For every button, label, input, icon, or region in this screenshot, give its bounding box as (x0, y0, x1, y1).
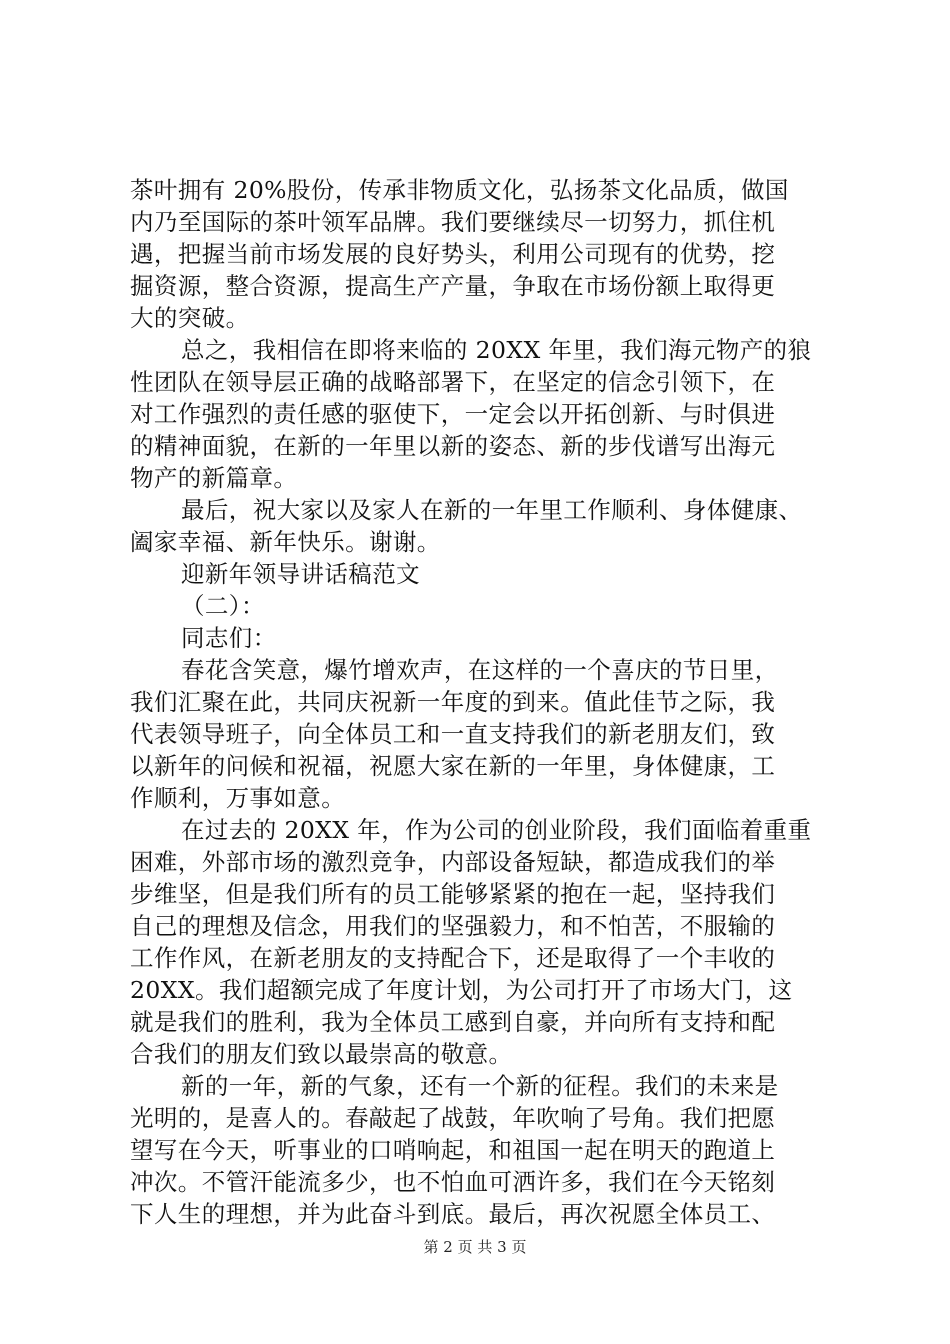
text-line: 对工作强烈的责任感的驱使下，一定会以开拓创新、与时俱进 (130, 400, 776, 428)
paragraph-start-line: 春花含笑意，爆竹增欢声，在这样的一个喜庆的节日里， (181, 656, 779, 684)
text-line: 以新年的问候和祝福，祝愿大家在新的一年里，身体健康，工 (130, 752, 776, 780)
paragraph-start-line: 新的一年，新的气象，还有一个新的征程。我们的未来是 (181, 1072, 779, 1100)
text-line: 内乃至国际的茶叶领军品牌。我们要继续尽一切努力，抓住机 (130, 208, 776, 236)
text-line: 掘资源，整合资源，提高生产产量，争取在市场份额上取得更 (130, 272, 776, 300)
text-line: 阖家幸福、新年快乐。谢谢。 (130, 528, 441, 556)
text-line: 就是我们的胜利，我为全体员工感到自豪，并向所有支持和配 (130, 1008, 776, 1036)
section-number: （二）： (181, 592, 265, 620)
text-line: 冲次。不管汗能流多少，也不怕血可洒许多，我们在今天铭刻 (130, 1168, 776, 1196)
text-line: 代表领导班子，向全体员工和一直支持我们的新老朋友们，致 (130, 720, 776, 748)
text-line: 性团队在领导层正确的战略部署下，在坚定的信念引领下，在 (130, 368, 776, 396)
text-line: 的精神面貌，在新的一年里以新的姿态、新的步伐谱写出海元 (130, 432, 776, 460)
text-line: 合我们的朋友们致以最崇高的敬意。 (130, 1040, 513, 1068)
section-heading: 迎新年领导讲话稿范文 (181, 560, 420, 588)
text-line: 下人生的理想，并为此奋斗到底。最后，再次祝愿全体员工、 (130, 1200, 776, 1228)
text-line: 大的突破。 (130, 304, 250, 332)
paragraph-start-line: 最后，祝大家以及家人在新的一年里工作顺利、身体健康、 (181, 496, 803, 524)
text-line: 步维坚，但是我们所有的员工能够紧紧的抱在一起，坚持我们 (130, 880, 776, 908)
text-line: 作顺利，万事如意。 (130, 784, 346, 812)
page-number-footer: 第 2 页 共 3 页 (423, 1238, 527, 1256)
salutation: 同志们： (181, 624, 277, 652)
text-line: 望写在今天，听事业的口哨响起，和祖国一起在明天的跑道上 (130, 1136, 776, 1164)
text-line: 光明的，是喜人的。春敲起了战鼓，年吹响了号角。我们把愿 (130, 1104, 776, 1132)
text-line: 困难，外部市场的激烈竞争，内部设备短缺，都造成我们的举 (130, 848, 776, 876)
text-line: 我们汇聚在此，共同庆祝新一年度的到来。值此佳节之际，我 (130, 688, 776, 716)
text-line: 遇，把握当前市场发展的良好势头，利用公司现有的优势，挖 (130, 240, 776, 268)
text-line: 物产的新篇章。 (130, 464, 298, 492)
paragraph-start-line: 在过去的 20XX 年，作为公司的创业阶段，我们面临着重重 (181, 816, 812, 844)
text-line: 20XX。我们超额完成了年度计划，为公司打开了市场大门，这 (130, 976, 793, 1004)
text-line: 茶叶拥有 20%股份，传承非物质文化，弘扬茶文化品质，做国 (130, 176, 789, 204)
text-line: 自己的理想及信念，用我们的坚强毅力，和不怕苦，不服输的 (130, 912, 776, 940)
text-line: 工作作风，在新老朋友的支持配合下，还是取得了一个丰收的 (130, 944, 776, 972)
paragraph-start-line: 总之，我相信在即将来临的 20XX 年里，我们海元物产的狼 (181, 336, 812, 364)
